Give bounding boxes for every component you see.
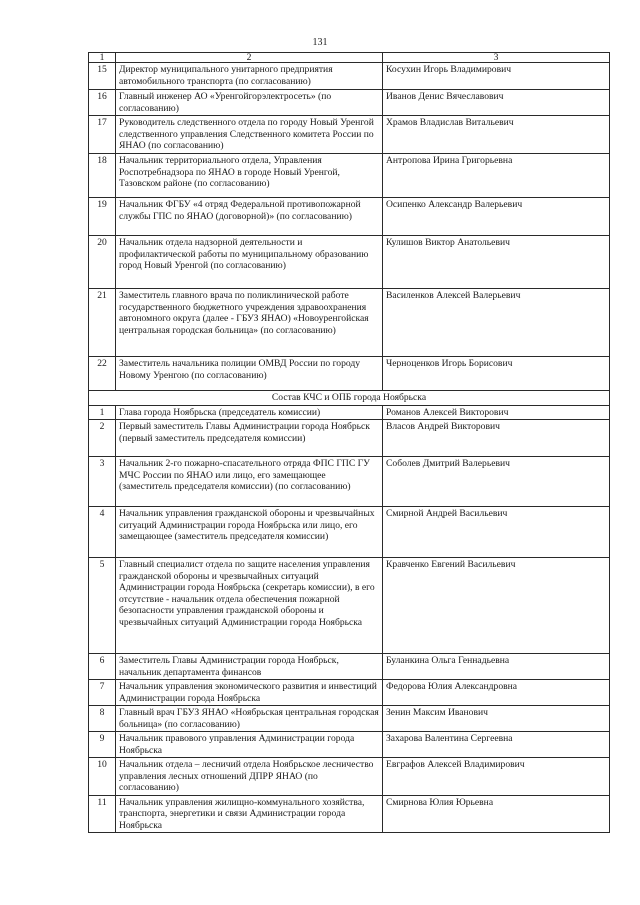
row-number: 21 [89, 289, 116, 357]
row-position: Главный врач ГБУЗ ЯНАО «Ноябрьская центральная городская больница» (по согласованию) [116, 706, 383, 732]
row-position: Начальник отдела – лесничий отдела Ноябрьское лесничество управления лесных отношений ДПРР ЯНАО (по согласованию) [116, 758, 383, 796]
row-member-name: Власов Андрей Викторович [383, 420, 610, 457]
table-row [89, 732, 610, 758]
header-row [89, 53, 610, 63]
row-position: Директор муниципального унитарного предприятия автомобильного транспорта (по согласованию) [116, 63, 383, 90]
section-title: Состав КЧС и ОПБ города Ноябрьска [89, 391, 610, 406]
row-position: Руководитель следственного отдела по городу Новый Уренгой следственного управления Следственного комитета России по ЯНАО (по согласованию) [116, 116, 383, 154]
row-number: 8 [89, 706, 116, 732]
row-member-name: Иванов Денис Вячеславович [383, 90, 610, 116]
row-position: Начальник управления экономического развития и инвестиций Администрации города Ноябрьска [116, 680, 383, 706]
row-member-name: Евграфов Алексей Владимирович [383, 758, 610, 796]
row-position: Начальник управления гражданской обороны и чрезвычайных ситуаций Администрации города Ноябрьска или лицо, его замещающее (заместитель председателя комиссии) [116, 507, 383, 558]
row-member-name: Буланкина Ольга Геннадьевна [383, 654, 610, 680]
table-row [89, 654, 610, 680]
row-number: 7 [89, 680, 116, 706]
row-number: 6 [89, 654, 116, 680]
row-number: 20 [89, 236, 116, 289]
row-position: Главный специалист отдела по защите населения управления гражданской обороны и чрезвычайных ситуаций Администрации города Ноябрьска (секретарь комиссии), в его отсутствие - начальник отдела обеспечения пожарной безопасности управления гражданской обороны и чрезвычайных ситуаций Администрации города Ноябрьска [116, 558, 383, 654]
row-member-name: Черноценков Игорь Борисович [383, 357, 610, 391]
table-row [89, 90, 610, 116]
row-position: Начальник управления жилищно-коммунального хозяйства, транспорта, энергетики и связи Администрации города Ноябрьска [116, 795, 383, 833]
row-position: Начальник территориального отдела, Управления Роспотребнадзора по ЯНАО в городе Новый Уренгой, Тазовском районе (по согласованию) [116, 154, 383, 198]
row-number: 10 [89, 758, 116, 796]
table-row [89, 558, 610, 654]
row-number: 15 [89, 63, 116, 90]
row-position: Заместитель главного врача по поликлинической работе государственного бюджетного учреждения здравоохранения автономного округа (далее - ГБУЗ ЯНАО) «Новоуренгойская центральная городская больница» (по согласованию) [116, 289, 383, 357]
table-row [89, 795, 610, 833]
table-row [89, 198, 610, 236]
page-number: 131 [312, 37, 328, 48]
table-row [89, 758, 610, 796]
row-number: 19 [89, 198, 116, 236]
row-number: 1 [89, 405, 116, 420]
row-member-name: Захарова Валентина Сергеевна [383, 732, 610, 758]
table-row [89, 236, 610, 289]
row-member-name: Смирнова Юлия Юрьевна [383, 795, 610, 833]
row-number: 11 [89, 795, 116, 833]
header-col-name: 3 [383, 53, 610, 63]
row-number: 2 [89, 420, 116, 457]
row-position: Начальник правового управления Администрации города Ноябрьска [116, 732, 383, 758]
row-number: 4 [89, 507, 116, 558]
row-position: Главный инженер АО «Уренгойгорэлектросеть» (по согласованию) [116, 90, 383, 116]
commission-table [88, 52, 610, 833]
table-row [89, 289, 610, 357]
row-member-name: Храмов Владислав Витальевич [383, 116, 610, 154]
table-row [89, 457, 610, 507]
row-position: Глава города Ноябрьска (председатель комиссии) [116, 405, 383, 420]
row-number: 3 [89, 457, 116, 507]
table-row [89, 154, 610, 198]
section-header-row [89, 391, 610, 406]
row-position: Начальник 2-го пожарно-спасательного отряда ФПС ГПС ГУ МЧС России по ЯНАО или лицо, его замещающее (заместитель председателя комиссии) (по согласованию) [116, 457, 383, 507]
header-col-number: 1 [89, 53, 116, 63]
row-member-name: Смирной Андрей Васильевич [383, 507, 610, 558]
row-member-name: Кравченко Евгений Васильевич [383, 558, 610, 654]
row-position: Заместитель Главы Администрации города Ноябрьск, начальник департамента финансов [116, 654, 383, 680]
row-number: 18 [89, 154, 116, 198]
row-member-name: Романов Алексей Викторович [383, 405, 610, 420]
table-row [89, 63, 610, 90]
row-position: Заместитель начальника полиции ОМВД России по городу Новому Уренгою (по согласованию) [116, 357, 383, 391]
row-member-name: Косухин Игорь Владимирович [383, 63, 610, 90]
row-member-name: Кулишов Виктор Анатольевич [383, 236, 610, 289]
row-member-name: Осипенко Александр Валерьевич [383, 198, 610, 236]
table-row [89, 706, 610, 732]
table-row [89, 680, 610, 706]
table-row [89, 357, 610, 391]
row-position: Первый заместитель Главы Администрации города Ноябрьск (первый заместитель председателя комиссии) [116, 420, 383, 457]
table-row [89, 420, 610, 457]
row-number: 17 [89, 116, 116, 154]
row-number: 16 [89, 90, 116, 116]
row-position: Начальник ФГБУ «4 отряд Федеральной противопожарной службы ГПС по ЯНАО (договорной)» (по согласованию) [116, 198, 383, 236]
table-row [89, 405, 610, 420]
header-col-position: 2 [116, 53, 383, 63]
row-member-name: Соболев Дмитрий Валерьевич [383, 457, 610, 507]
row-member-name: Василенков Алексей Валерьевич [383, 289, 610, 357]
row-number: 9 [89, 732, 116, 758]
row-member-name: Федорова Юлия Александровна [383, 680, 610, 706]
row-number: 22 [89, 357, 116, 391]
row-number: 5 [89, 558, 116, 654]
row-position: Начальник отдела надзорной деятельности и профилактической работы по муниципальному образованию город Новый Уренгой (по согласованию) [116, 236, 383, 289]
table-row [89, 116, 610, 154]
row-member-name: Антропова Ирина Григорьевна [383, 154, 610, 198]
row-member-name: Зенин Максим Иванович [383, 706, 610, 732]
table-row [89, 507, 610, 558]
